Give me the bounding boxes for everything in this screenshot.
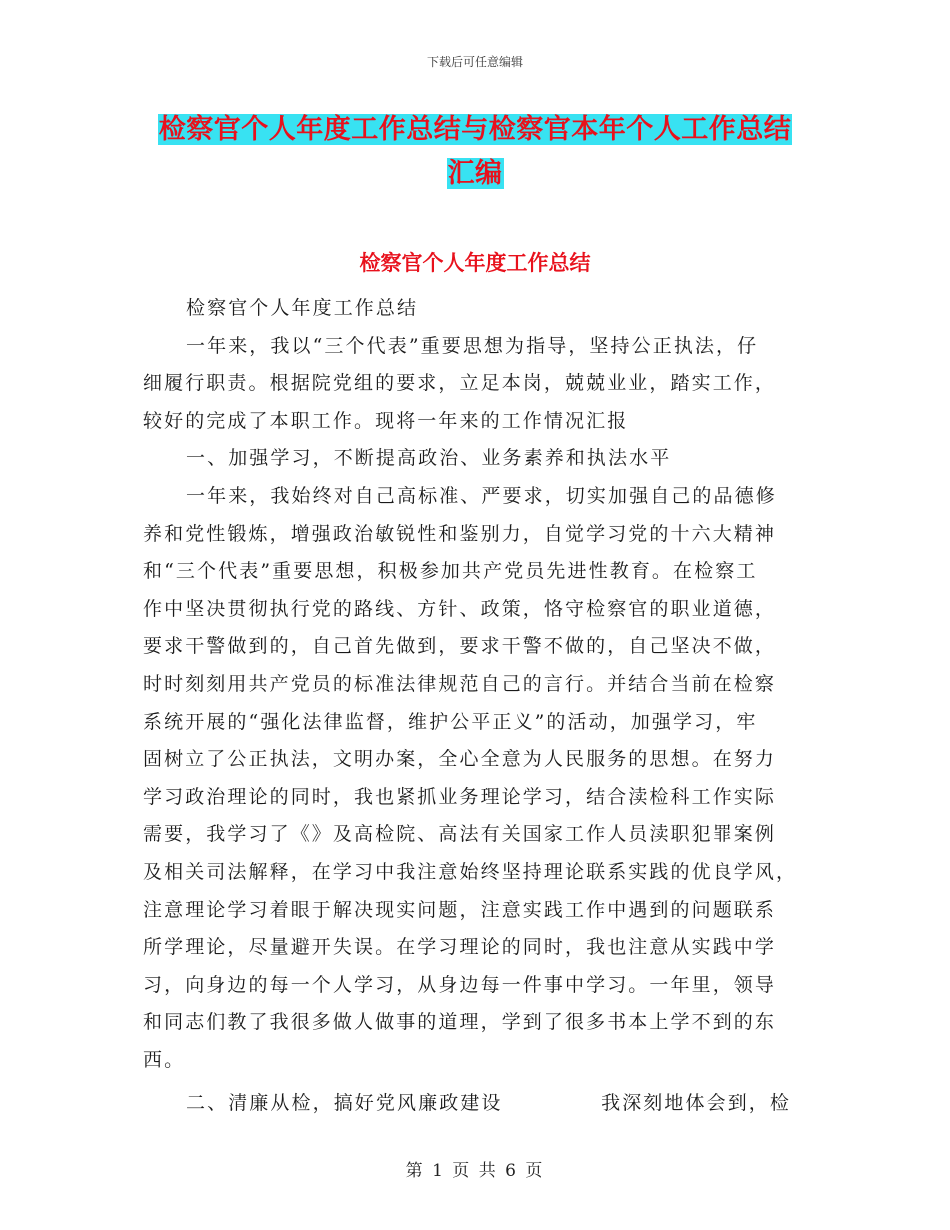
paragraph-line: 和同志们教了我很多做人做事的道理，学到了很多书本上学不到的东 — [143, 1011, 777, 1034]
paragraph-line: 一年来，我始终对自己高标准、严要求，切实加强自己的品德修 — [186, 484, 777, 507]
document-title-text-2: 汇编 — [447, 158, 503, 189]
body-subtitle: 检察官个人年度工作总结 — [186, 297, 419, 319]
subsection-heading: 二、清廉从检，搞好党风廉政建设 — [186, 1092, 503, 1115]
subsection-heading: 一、加强学习，不断提高政治、业务素养和执法水平 — [186, 447, 672, 470]
paragraph-line: 需要，我学习了《》及高检院、高法有关国家工作人员渎职犯罪案例 — [143, 823, 777, 846]
subsection-heading-line — [143, 1085, 803, 1123]
paragraph-start: 我深刻地体会到，检 — [601, 1092, 791, 1115]
paragraph-line: 时时刻刻用共产党员的标准法律规范自己的言行。并结合当前在检察 — [143, 672, 777, 695]
page-header-note: 下载后可任意编辑 — [426, 55, 523, 69]
paragraph-line: 西。 — [143, 1048, 186, 1071]
paragraph-line: 习，向身边的每一个人学习，从身边每一件事中学习。一年里，领导 — [143, 973, 777, 996]
section-heading: 检察官个人年度工作总结 — [359, 251, 591, 275]
paragraph-line: 较好的完成了本职工作。现将一年来的工作情况汇报 — [143, 409, 629, 432]
page-number: 第 1 页 共 6 页 — [405, 1161, 545, 1181]
paragraph-line: 和“三个代表”重要思想，积极参加共产党员先进性教育。在检察工 — [143, 560, 758, 583]
paragraph-line: 养和党性锻炼，增强政治敏锐性和鉴别力，自觉学习党的十六大精神 — [143, 522, 777, 545]
document-title-line-2 — [0, 156, 950, 192]
document-title-line-1 — [0, 112, 950, 148]
paragraph-line: 一年来，我以“三个代表”重要思想为指导，坚持公正执法，仔 — [186, 334, 759, 357]
paragraph-line: 学习政治理论的同时，我也紧抓业务理论学习，结合渎检科工作实际 — [143, 785, 777, 808]
paragraph-line: 系统开展的“强化法律监督，维护公平正义”的活动，加强学习，牢 — [143, 710, 758, 733]
paragraph-line: 注意理论学习着眼于解决现实问题，注意实践工作中遇到的问题联系 — [143, 898, 777, 921]
paragraph-line: 固树立了公正执法，文明办案，全心全意为人民服务的思想。在努力 — [143, 748, 777, 771]
document-body — [143, 290, 803, 1123]
paragraph-line: 要求干警做到的，自己首先做到，要求干警不做的，自己坚决不做， — [143, 635, 777, 658]
paragraph-line: 作中坚决贯彻执行党的路线、方针、政策，恪守检察官的职业道德， — [143, 597, 777, 620]
paragraph-line: 细履行职责。根据院党组的要求，立足本岗，兢兢业业，踏实工作， — [143, 372, 777, 395]
paragraph-line: 所学理论，尽量避开失误。在学习理论的同时，我也注意从实践中学 — [143, 936, 777, 959]
document-title-text-1: 检察官个人年度工作总结与检察官本年个人工作总结 — [158, 114, 792, 145]
paragraph-line: 及相关司法解释，在学习中我注意始终坚持理论联系实践的优良学风， — [143, 860, 798, 883]
